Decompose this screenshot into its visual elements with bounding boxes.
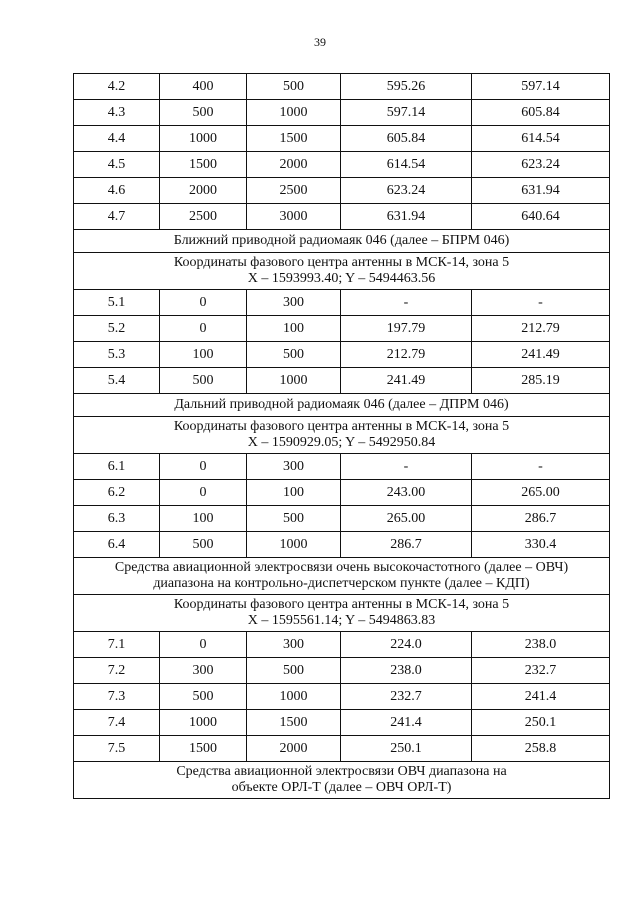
table-cell: 286.7 — [341, 532, 472, 558]
table-row — [74, 368, 610, 394]
section-header-line: объекте ОРЛ-Т (далее – ОВЧ ОРЛ-Т) — [231, 780, 452, 795]
table-cell: 500 — [247, 74, 341, 100]
table-cell: 0 — [160, 480, 247, 506]
table-cell: 2000 — [247, 736, 341, 762]
table-row — [74, 710, 610, 736]
table-cell: 5.1 — [74, 290, 160, 316]
section-header-row — [74, 417, 610, 454]
table-cell: 300 — [160, 658, 247, 684]
table-row — [74, 342, 610, 368]
table-cell: 232.7 — [472, 658, 610, 684]
table-cell: 0 — [160, 454, 247, 480]
table-row — [74, 204, 610, 230]
section-header-line: Дальний приводной радиомаяк 046 (далее – ДПРМ 046) — [174, 397, 509, 412]
section-header-line: Координаты фазового центра антенны в МСК-14, зона 5 — [173, 597, 510, 612]
table-cell: 0 — [160, 316, 247, 342]
table-cell: 1000 — [247, 100, 341, 126]
table-cell: 330.4 — [472, 532, 610, 558]
table-cell: 100 — [247, 316, 341, 342]
section-header-line: Средства авиационной электросвязи очень высокочастотного (далее – ОВЧ) — [114, 560, 569, 575]
table-cell: 286.7 — [472, 506, 610, 532]
table-row — [74, 74, 610, 100]
section-header — [74, 762, 610, 799]
table-cell: 285.19 — [472, 368, 610, 394]
table-cell: - — [341, 454, 472, 480]
section-header-line: Координаты фазового центра антенны в МСК-14, зона 5 — [173, 255, 510, 270]
table-row — [74, 152, 610, 178]
table-cell: 0 — [160, 290, 247, 316]
section-header-row — [74, 595, 610, 632]
section-header-row — [74, 253, 610, 290]
table-cell: 631.94 — [472, 178, 610, 204]
table-cell: 500 — [247, 342, 341, 368]
section-header-line: X – 1595561.14; Y – 5494863.83 — [247, 613, 436, 628]
table-cell: 250.1 — [341, 736, 472, 762]
table-cell: 212.79 — [472, 316, 610, 342]
table-cell: 4.5 — [74, 152, 160, 178]
table-cell: 1500 — [160, 152, 247, 178]
table-cell: 1000 — [247, 532, 341, 558]
table-cell: 6.4 — [74, 532, 160, 558]
table-cell: 7.5 — [74, 736, 160, 762]
section-header-line: Ближний приводной радиомаяк 046 (далее – БПРМ 046) — [173, 233, 510, 248]
table-cell: 500 — [247, 658, 341, 684]
table-row — [74, 480, 610, 506]
section-header-row — [74, 230, 610, 253]
table-cell: 265.00 — [472, 480, 610, 506]
page-number: 39 — [314, 35, 326, 49]
table-cell: 241.49 — [341, 368, 472, 394]
table-cell: 241.4 — [472, 684, 610, 710]
table-cell: 250.1 — [472, 710, 610, 736]
section-header — [74, 558, 610, 595]
table-cell: 6.1 — [74, 454, 160, 480]
table-cell: 4.6 — [74, 178, 160, 204]
table-row — [74, 316, 610, 342]
table-row — [74, 632, 610, 658]
table-cell: 300 — [247, 454, 341, 480]
table-cell: 500 — [160, 684, 247, 710]
table-cell: 4.4 — [74, 126, 160, 152]
table-cell: 595.26 — [341, 74, 472, 100]
table-cell: 6.2 — [74, 480, 160, 506]
table-row — [74, 290, 610, 316]
table-cell: 0 — [160, 632, 247, 658]
table-cell: 1500 — [247, 710, 341, 736]
table-cell: 238.0 — [472, 632, 610, 658]
table-cell: 640.64 — [472, 204, 610, 230]
section-header — [74, 595, 610, 632]
table-cell: - — [341, 290, 472, 316]
section-header-row — [74, 762, 610, 799]
table-cell: 212.79 — [341, 342, 472, 368]
section-header-line: диапазона на контрольно-диспетчерском пункте (далее – КДП) — [153, 576, 530, 591]
table-cell: 300 — [247, 290, 341, 316]
table-cell: 100 — [247, 480, 341, 506]
section-header-line: Координаты фазового центра антенны в МСК-14, зона 5 — [173, 419, 510, 434]
table-cell: 197.79 — [341, 316, 472, 342]
table-cell: 4.3 — [74, 100, 160, 126]
table-cell: 4.7 — [74, 204, 160, 230]
table-cell: 4.2 — [74, 74, 160, 100]
table-cell: 400 — [160, 74, 247, 100]
table-row — [74, 658, 610, 684]
table-row — [74, 736, 610, 762]
table-cell: 623.24 — [472, 152, 610, 178]
table-cell: 614.54 — [341, 152, 472, 178]
table-cell: 597.14 — [341, 100, 472, 126]
table-cell: 614.54 — [472, 126, 610, 152]
section-header-line: Средства авиационной электросвязи ОВЧ диапазона на — [176, 764, 507, 779]
table-cell: 5.2 — [74, 316, 160, 342]
table-cell: 500 — [160, 100, 247, 126]
table-cell: 241.49 — [472, 342, 610, 368]
table-cell: 241.4 — [341, 710, 472, 736]
table-cell: 2000 — [160, 178, 247, 204]
table-cell: 623.24 — [341, 178, 472, 204]
table-cell: 631.94 — [341, 204, 472, 230]
table-cell: 6.3 — [74, 506, 160, 532]
table-cell: 5.3 — [74, 342, 160, 368]
table-cell: 597.14 — [472, 74, 610, 100]
section-header — [74, 394, 610, 417]
table-cell: 1500 — [247, 126, 341, 152]
table-cell: 500 — [160, 368, 247, 394]
table-cell: 100 — [160, 342, 247, 368]
table-row — [74, 532, 610, 558]
table-cell: 500 — [247, 506, 341, 532]
table-cell: 1000 — [247, 368, 341, 394]
table-cell: 258.8 — [472, 736, 610, 762]
table-cell: - — [472, 290, 610, 316]
table-cell: 1000 — [247, 684, 341, 710]
table-cell: 2500 — [160, 204, 247, 230]
table-row — [74, 126, 610, 152]
table-cell: 238.0 — [341, 658, 472, 684]
table-cell: 300 — [247, 632, 341, 658]
table-cell: 265.00 — [341, 506, 472, 532]
table-cell: 2500 — [247, 178, 341, 204]
table-cell: 1000 — [160, 126, 247, 152]
table-cell: 605.84 — [472, 100, 610, 126]
table-row — [74, 684, 610, 710]
table-cell: 7.3 — [74, 684, 160, 710]
table-cell: 3000 — [247, 204, 341, 230]
table-cell: 500 — [160, 532, 247, 558]
table-row — [74, 506, 610, 532]
table-row — [74, 100, 610, 126]
section-header-line: X – 1593993.40; Y – 5494463.56 — [247, 271, 436, 286]
table-cell: 232.7 — [341, 684, 472, 710]
table-cell: 7.1 — [74, 632, 160, 658]
section-header-row — [74, 394, 610, 417]
table-row — [74, 454, 610, 480]
table-cell: 243.00 — [341, 480, 472, 506]
table-cell: 7.4 — [74, 710, 160, 736]
section-header-line: X – 1590929.05; Y – 5492950.84 — [247, 435, 436, 450]
table-cell: 1000 — [160, 710, 247, 736]
section-header — [74, 253, 610, 290]
section-header-row — [74, 558, 610, 595]
table-cell: 5.4 — [74, 368, 160, 394]
table-cell: - — [472, 454, 610, 480]
table-cell: 100 — [160, 506, 247, 532]
obstacle-limits-table — [73, 73, 610, 799]
table-cell: 1500 — [160, 736, 247, 762]
table-cell: 605.84 — [341, 126, 472, 152]
table-body — [74, 74, 610, 799]
table-cell: 7.2 — [74, 658, 160, 684]
section-header — [74, 417, 610, 454]
table-row — [74, 178, 610, 204]
table-cell: 224.0 — [341, 632, 472, 658]
section-header — [74, 230, 610, 253]
table-cell: 2000 — [247, 152, 341, 178]
